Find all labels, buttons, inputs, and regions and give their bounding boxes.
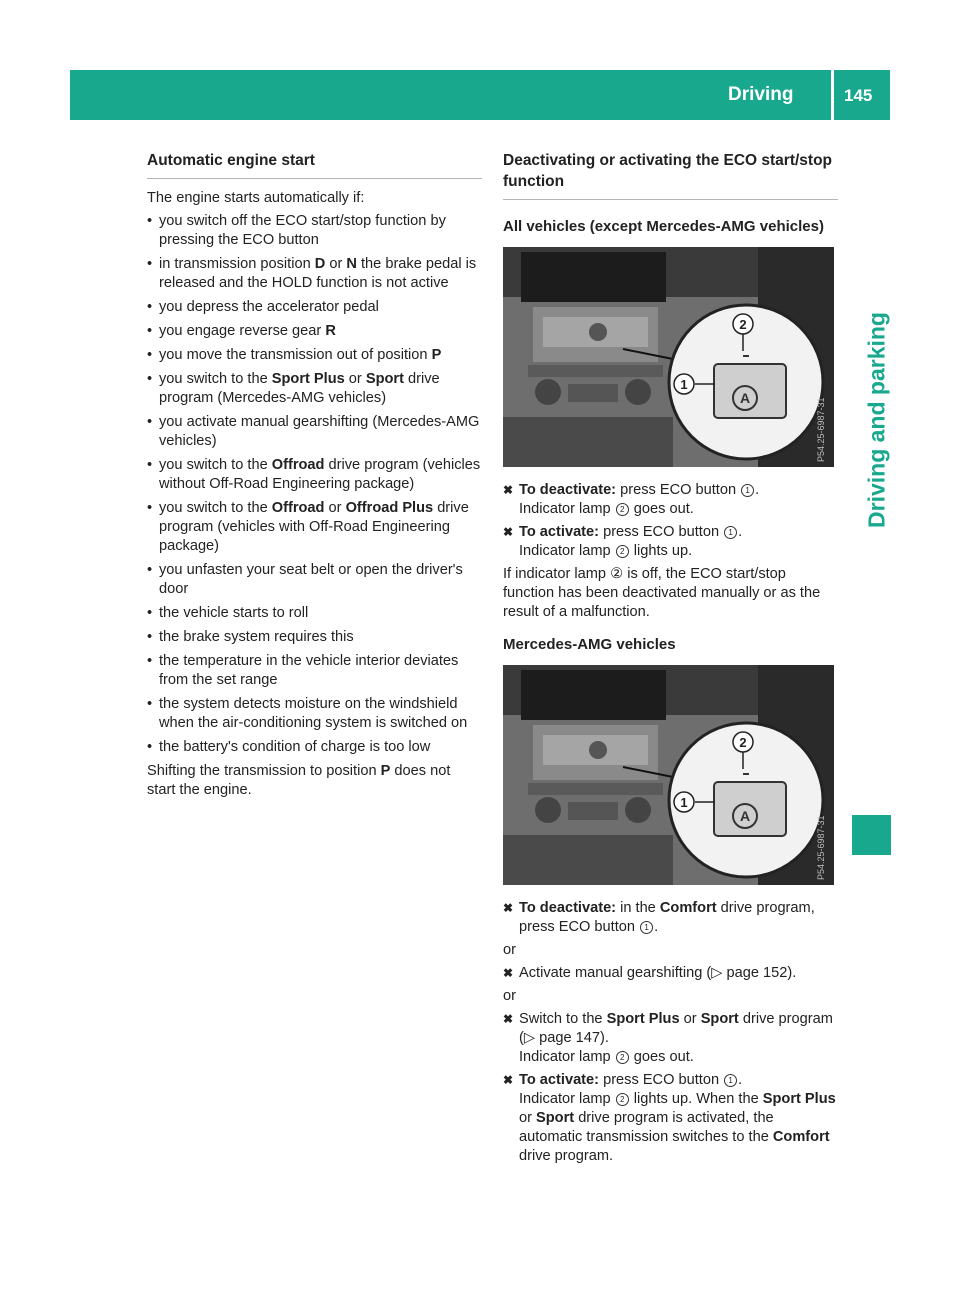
list-item: • the battery's condition of charge is too low [147, 738, 482, 757]
header-separator [831, 70, 834, 120]
list-item: ✖ To activate: press ECO button 1 . Indicator lamp 2 lights up. When the Sport Plus or Sport drive program is activated, the automatic transmission switches to the Comfort drive program. [503, 1072, 836, 1164]
right-column [503, 150, 838, 1170]
list-item: ✖ To deactivate: press ECO button 1 . Indicator lamp 2 goes out. [503, 482, 760, 517]
or-text: or [503, 942, 516, 958]
svg-text:2: 2 [739, 317, 747, 332]
steps-all-vehicles [503, 481, 838, 561]
list-item: ✖ To activate: press ECO button 1 . Indicator lamp 2 lights up. [503, 524, 743, 559]
list-item: • you switch to the Offroad drive program (vehicles without Off-Road Engineering package) [147, 456, 482, 494]
list-item: • you depress the accelerator pedal [147, 298, 482, 317]
svg-text:1: 1 [680, 795, 688, 810]
condition-list [147, 212, 482, 757]
list-item: • you activate manual gearshifting (Mercedes-AMG vehicles) [147, 413, 482, 451]
list-item: • you unfasten your seat belt or open the driver's door [147, 561, 482, 599]
list-item: • you switch to the Offroad or Offroad Plus drive program (vehicles with Off-Road Engineering package) [147, 499, 482, 556]
section-title-eco: Deactivating or activating the ECO start/stop function [503, 152, 833, 190]
svg-text:P54.25-6987-31: P54.25-6987-31 [816, 815, 826, 880]
side-tab-label: Driving and parking [863, 312, 890, 528]
intro-text: The engine starts automatically if: [147, 190, 365, 206]
side-tab-marker [852, 815, 891, 855]
subheading-all-vehicles: All vehicles (except Mercedes-AMG vehicles) [503, 218, 824, 235]
header-section-title: Driving [728, 84, 794, 105]
list-item: • you move the transmission out of position P [147, 346, 482, 365]
list-item: • you switch off the ECO start/stop function by pressing the ECO button [147, 212, 482, 250]
steps-amg-3 [503, 1010, 838, 1166]
list-item: • the temperature in the vehicle interior deviates from the set range [147, 652, 482, 690]
svg-text:P54.25-6987-31: P54.25-6987-31 [816, 397, 826, 462]
or-text: or [503, 988, 516, 1004]
section-heading-wrap [503, 150, 838, 200]
list-item: • you switch to the Sport Plus or Sport drive program (Mercedes-AMG vehicles) [147, 370, 482, 408]
steps-amg-1 [503, 899, 838, 937]
outro-text: Shifting the transmission to position P does not start the engine. [147, 763, 451, 798]
subheading-amg: Mercedes-AMG vehicles [503, 636, 676, 653]
list-item: • in transmission position D or N the brake pedal is released and the HOLD function is not active [147, 255, 482, 293]
section-title-auto-start: Automatic engine start [147, 152, 315, 169]
steps-amg-2 [503, 964, 838, 983]
list-item: ✖ To deactivate: in the Comfort drive program, press ECO button 1 . [503, 900, 815, 935]
list-item: • the brake system requires this [147, 628, 482, 647]
svg-text:A: A [739, 808, 751, 824]
list-item: • you engage reverse gear R [147, 322, 482, 341]
list-item: ✖ Activate manual gearshifting (▷ page 152). [503, 965, 797, 981]
svg-text:A: A [739, 390, 751, 406]
eco-button-photo-2 [503, 665, 834, 885]
list-item: • the system detects moisture on the windshield when the air-conditioning system is switched on [147, 695, 482, 733]
list-item: ✖ Switch to the Sport Plus or Sport drive program (▷ page 147). Indicator lamp 2 goes out. [503, 1011, 833, 1065]
left-column [147, 150, 482, 800]
eco-button-photo-1 [503, 247, 834, 467]
list-item: • the vehicle starts to roll [147, 604, 482, 623]
page-number: 145 [844, 86, 873, 105]
section-heading-wrap [147, 150, 482, 179]
malfunction-note: If indicator lamp ② is off, the ECO start/stop function has been deactivated manually or as the result of a malfunction. [503, 566, 821, 620]
svg-text:1: 1 [680, 377, 688, 392]
svg-text:2: 2 [739, 735, 747, 750]
